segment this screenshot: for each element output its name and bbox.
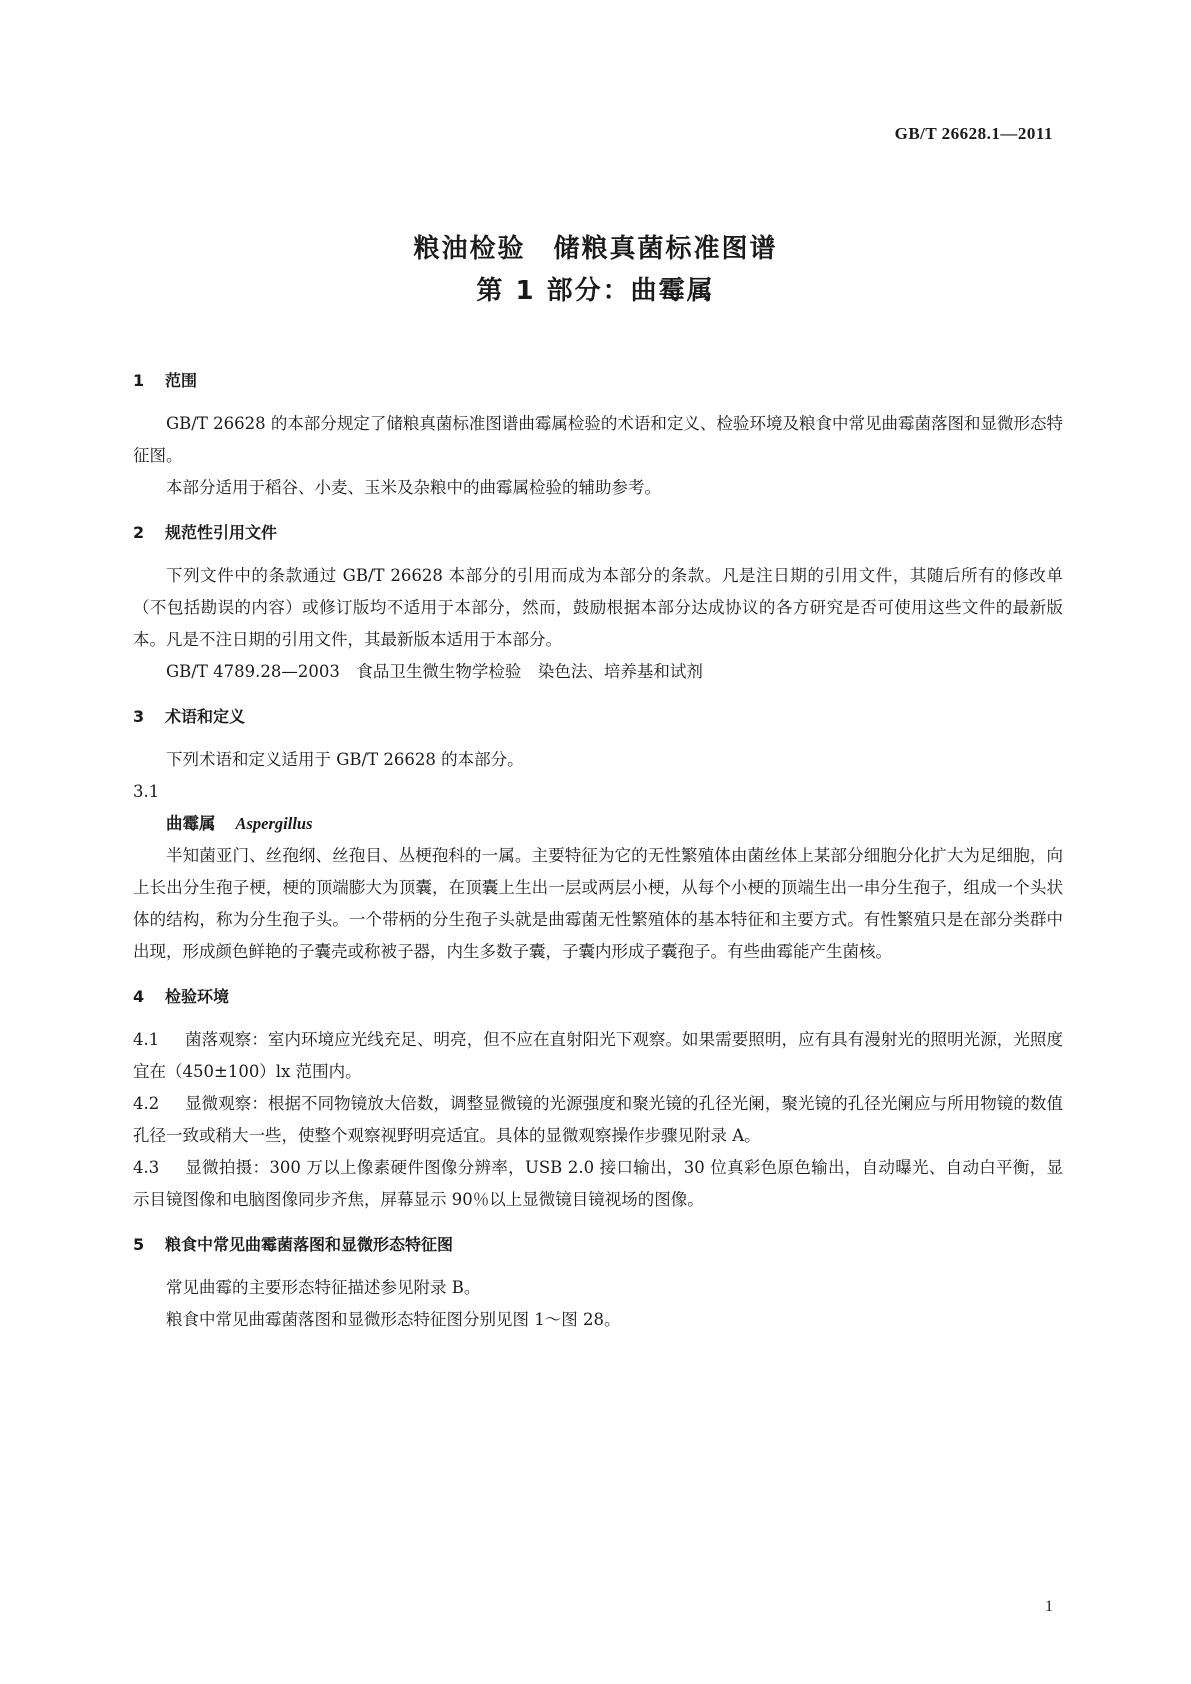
term-latin: Aspergillus	[235, 814, 313, 833]
section-title: 检验环境	[165, 987, 230, 1006]
section-title: 规范性引用文件	[165, 523, 278, 542]
paragraph: 常见曲霉的主要形态特征描述参见附录 B。	[166, 1278, 481, 1297]
paragraph: GB/T 26628 的本部分规定了储粮真菌标准图谱曲霉属检验的术语和定义、检验环境及粮食中常见曲霉菌落图和显微形态特征图。	[133, 414, 1063, 465]
clause-text: 菌落观察：室内环境应光线充足、明亮，但不应在直射阳光下观察。如果需要照明，应有具有漫射光的照明光源，光照度宜在（450±100）lx 范围内。	[133, 1030, 1063, 1081]
clause-4-2	[133, 1088, 1063, 1152]
term-definition: 半知菌亚门、丝孢纲、丝孢目、丛梗孢科的一属。主要特征为它的无性繁殖体由菌丝体上某部分细胞分化扩大为足细胞，向上长出分生孢子梗，梗的顶端膨大为顶囊，在顶囊上生出一层或两层小梗，从每个小梗的顶端生出一串分生孢子，组成一个头状体的结构，称为分生孢子头。一个带柄的分生孢子头就是曲霉菌无性繁殖体的基本特征和主要方式。有性繁殖只是在部分类群中出现，形成颜色鲜艳的子囊壳或称被子器，内生多数子囊，子囊内形成子囊孢子。有些曲霉能产生菌核。	[133, 846, 1063, 961]
section-3-heading	[133, 702, 1063, 732]
section-number: 2	[133, 523, 145, 542]
clause-text: 显微拍摄：300 万以上像素硬件图像分辨率，USB 2.0 接口输出，30 位真彩色原色输出，自动曝光、自动白平衡，显示目镜图像和电脑图像同步齐焦，屏幕显示 90％以上显微镜目镜视场的图像。	[133, 1158, 1063, 1209]
paragraph: 本部分适用于稻谷、小麦、玉米及杂粮中的曲霉属检验的辅助参考。	[166, 478, 661, 497]
normative-reference: GB/T 4789.28—2003 食品卫生微生物学检验 染色法、培养基和试剂	[166, 662, 703, 681]
section-4-heading	[133, 982, 1063, 1012]
title-line-2: 第 1 部分：曲霉属	[476, 276, 715, 306]
term-number: 3.1	[133, 782, 160, 801]
paragraph: 下列文件中的条款通过 GB/T 26628 本部分的引用而成为本部分的条款。凡是注日期的引用文件，其随后所有的修改单（不包括勘误的内容）或修订版均不适用于本部分，然而，鼓励根据本部分达成协议的各方研究是否可使用这些文件的最新版本。凡是不注日期的引用文件，其最新版本适用于本部分。	[133, 566, 1063, 649]
section-title: 粮食中常见曲霉菌落图和显微形态特征图	[165, 1235, 454, 1254]
section-2-heading	[133, 518, 1063, 548]
section-number: 4	[133, 987, 145, 1006]
section-number: 3	[133, 707, 145, 726]
page-number: 1	[1045, 1598, 1053, 1615]
term-name	[133, 808, 1063, 840]
clause-number: 4.3	[133, 1158, 160, 1177]
clause-text: 显微观察：根据不同物镜放大倍数，调整显微镜的光源强度和聚光镜的孔径光阑，聚光镜的孔径光阑应与所用物镜的数值孔径一致或稍大一些，使整个观察视野明亮适宜。具体的显微观察操作步骤见附录 A。	[133, 1094, 1063, 1145]
clause-number: 4.1	[133, 1030, 160, 1049]
clause-4-3	[133, 1152, 1063, 1216]
section-1-heading	[133, 366, 1063, 396]
term-chinese: 曲霉属	[166, 814, 216, 833]
paragraph: 粮食中常见曲霉菌落图和显微形态特征图分别见图 1～图 28。	[166, 1310, 621, 1329]
standard-code: GB/T 26628.1—2011	[894, 124, 1053, 143]
clause-number: 4.2	[133, 1094, 160, 1113]
paragraph: 下列术语和定义适用于 GB/T 26628 的本部分。	[166, 750, 524, 769]
clause-4-1	[133, 1024, 1063, 1088]
title-line-1: 粮油检验 储粮真菌标准图谱	[413, 234, 778, 264]
section-title: 术语和定义	[165, 707, 246, 726]
document-body	[133, 366, 1063, 1336]
section-number: 1	[133, 371, 145, 390]
document-title	[0, 228, 1191, 312]
section-number: 5	[133, 1235, 145, 1254]
section-5-heading	[133, 1230, 1063, 1260]
section-title: 范围	[165, 371, 198, 390]
